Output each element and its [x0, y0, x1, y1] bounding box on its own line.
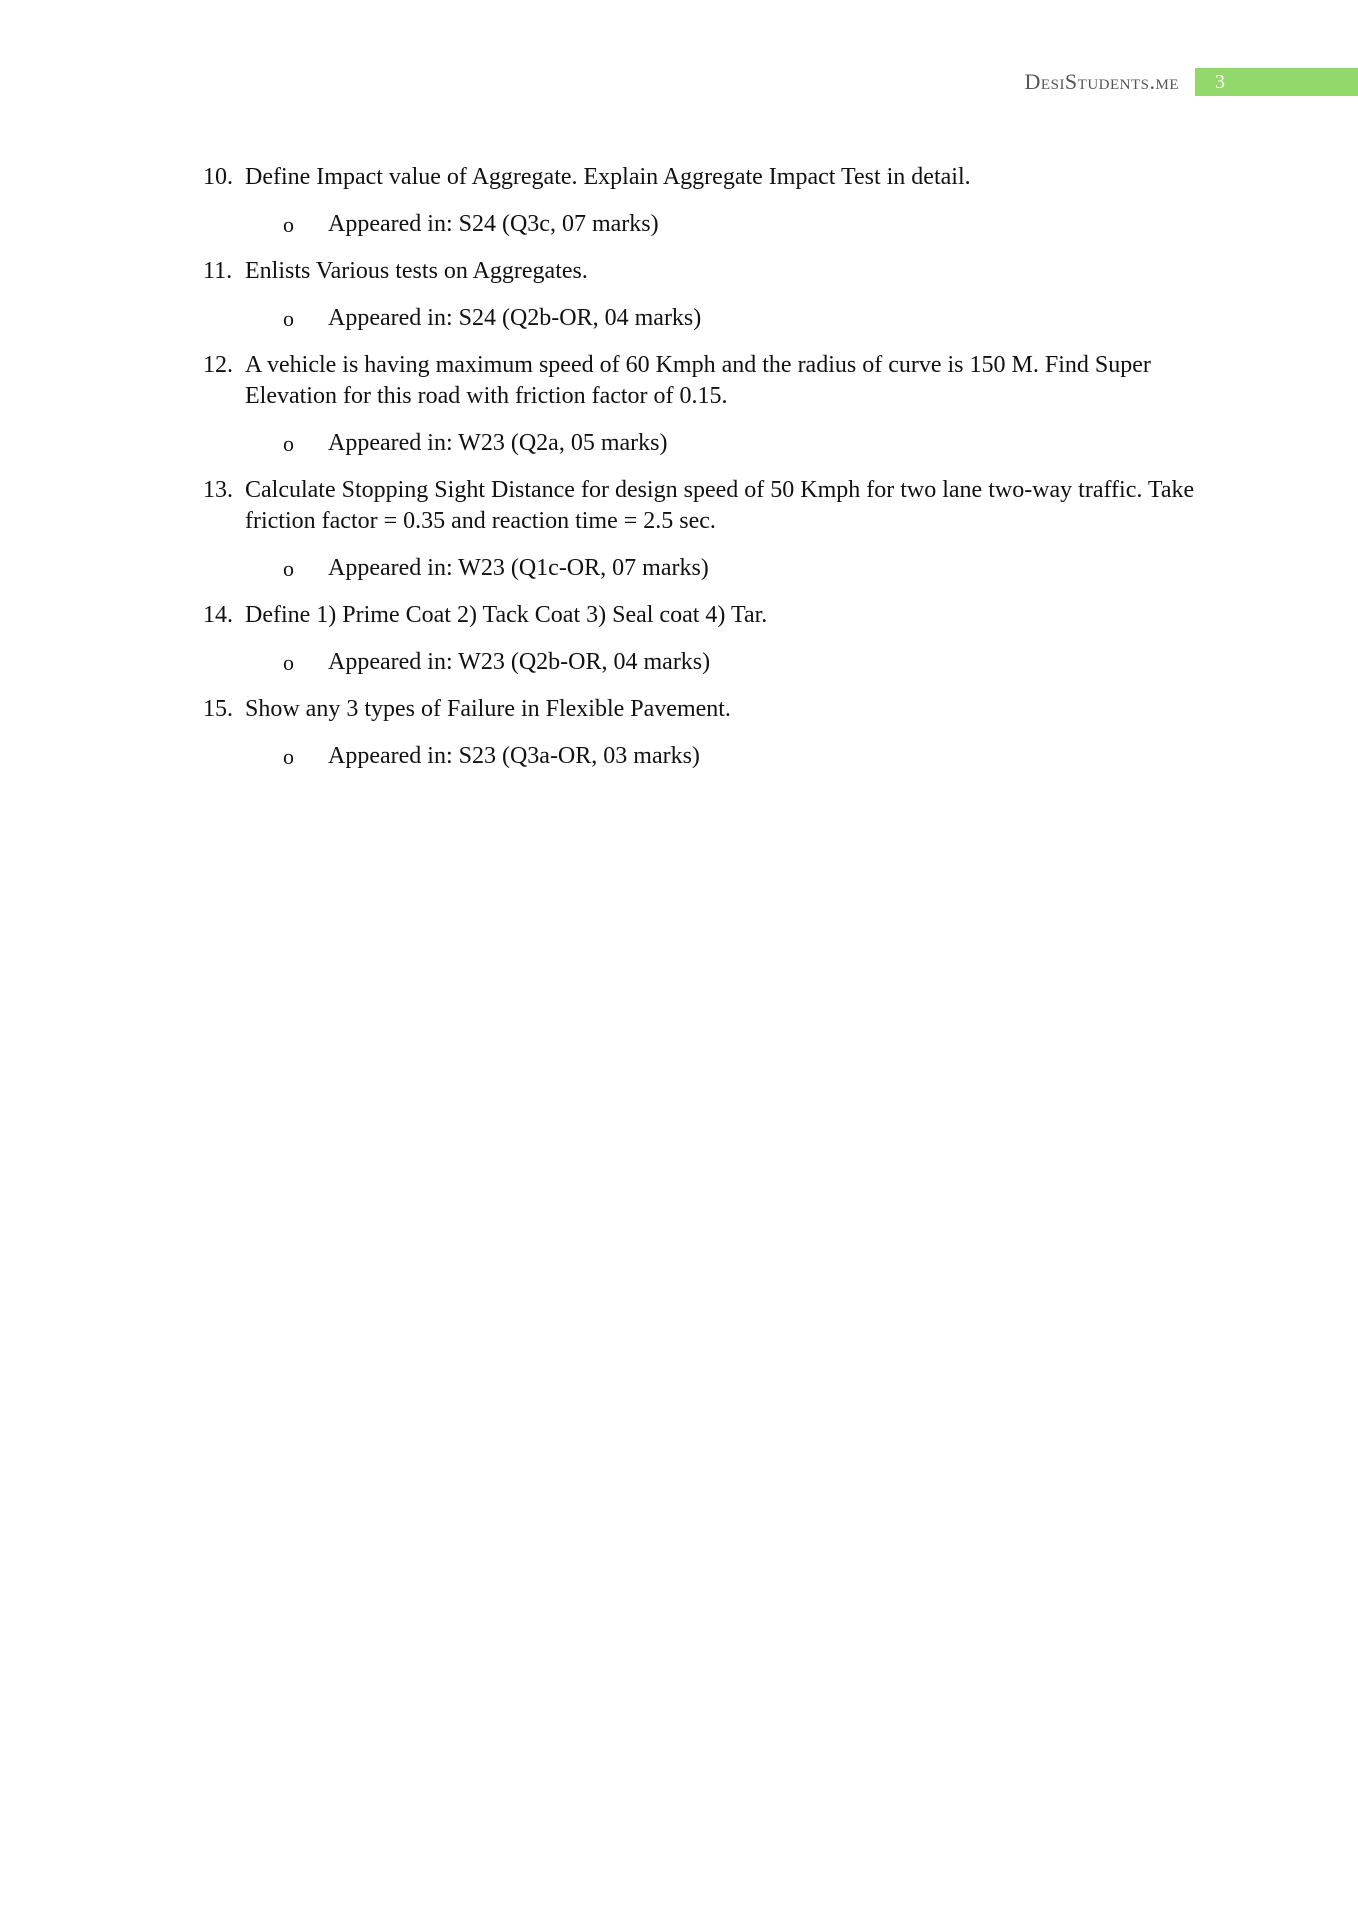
question-number: 14. [203, 602, 233, 628]
question-number: 13. [203, 477, 233, 503]
page-number-badge: 3 [1195, 68, 1358, 96]
bullet-icon: o [283, 212, 294, 237]
bullet-icon: o [283, 431, 294, 456]
question-text: Define Impact value of Aggregate. Explain Aggregate Impact Test in detail. [245, 164, 971, 190]
appeared-in-text: Appeared in: W23 (Q1c-OR, 07 marks) [328, 555, 709, 581]
bullet-icon: o [283, 306, 294, 331]
question-list [203, 162, 1203, 788]
bullet-icon: o [283, 744, 294, 769]
appeared-in-text: Appeared in: S24 (Q2b-OR, 04 marks) [328, 305, 702, 331]
site-name: DesiStudents.me [1024, 69, 1179, 94]
question-text: Define 1) Prime Coat 2) Tack Coat 3) Seal coat 4) Tar. [245, 602, 768, 628]
question-number: 12. [203, 352, 233, 378]
appeared-in-text: Appeared in: W23 (Q2b-OR, 04 marks) [328, 649, 711, 675]
page-header [1025, 68, 1358, 96]
question-item [203, 600, 1203, 678]
bullet-icon: o [283, 556, 294, 581]
appeared-in-text: Appeared in: S24 (Q3c, 07 marks) [328, 211, 659, 237]
question-number: 15. [203, 696, 233, 722]
appeared-in-text: Appeared in: S23 (Q3a-OR, 03 marks) [328, 743, 700, 769]
question-item [203, 694, 1203, 772]
question-item [203, 350, 1203, 459]
question-text: Show any 3 types of Failure in Flexible Pavement. [245, 696, 731, 722]
bullet-icon: o [283, 650, 294, 675]
question-text: Enlists Various tests on Aggregates. [245, 258, 588, 284]
question-number: 11. [203, 258, 233, 284]
question-item [203, 162, 1203, 240]
question-text: Calculate Stopping Sight Distance for design speed of 50 Kmph for two lane two-way traffic. Take friction factor = 0.35 and reaction time = 2.5 sec. [245, 477, 1195, 534]
question-item [203, 475, 1203, 584]
question-text: A vehicle is having maximum speed of 60 Kmph and the radius of curve is 150 M. Find Super Elevation for this road with friction factor of 0.15. [245, 352, 1151, 409]
appeared-in-text: Appeared in: W23 (Q2a, 05 marks) [328, 430, 668, 456]
question-number: 10. [203, 164, 233, 190]
question-item [203, 256, 1203, 334]
